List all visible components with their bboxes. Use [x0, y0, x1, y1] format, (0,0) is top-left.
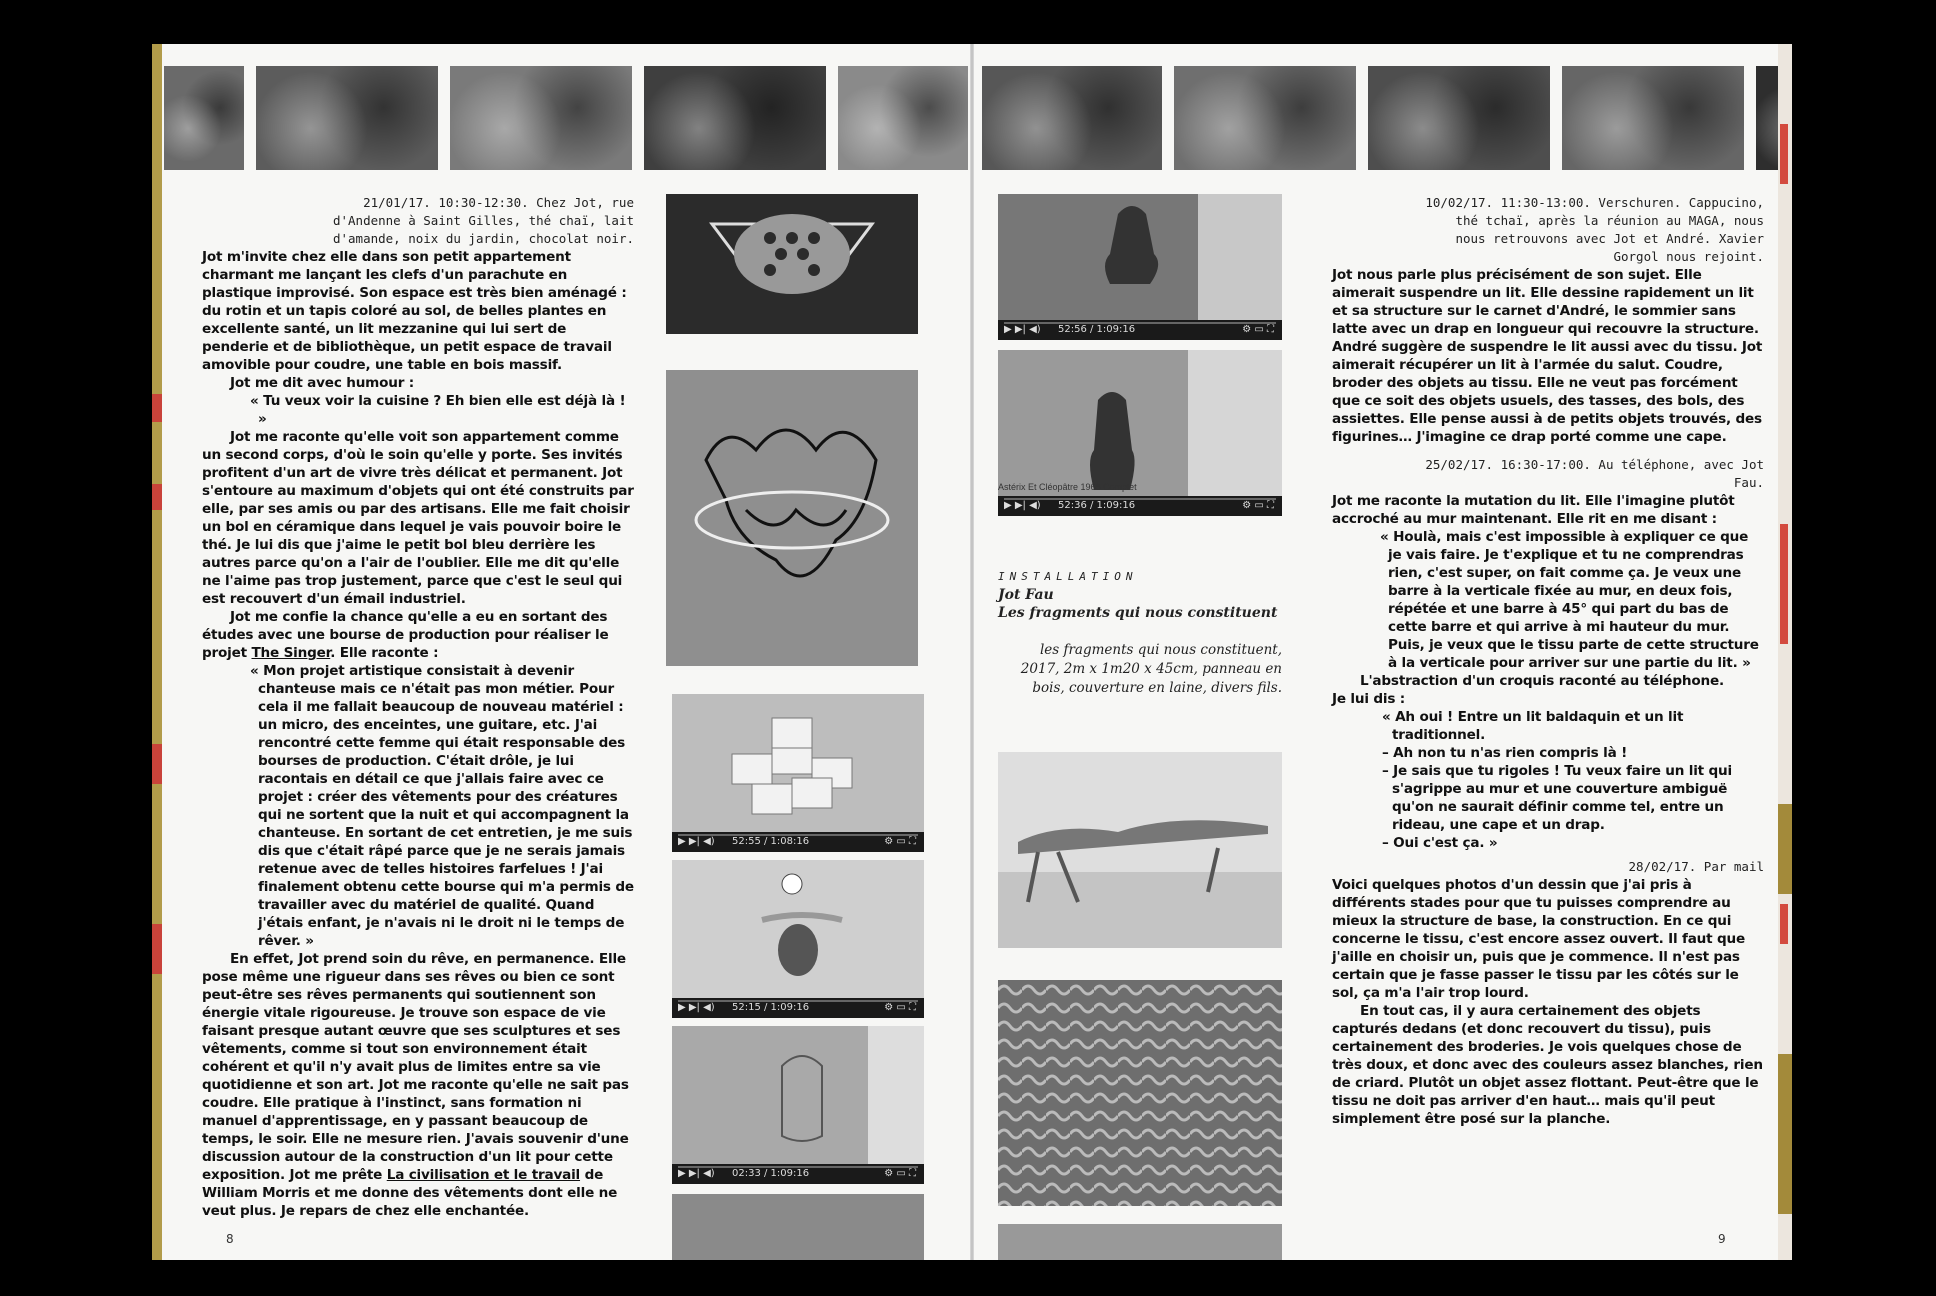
video-player-bar[interactable]: ▶ ▶| ◀) 52:56 / 1:09:16 ⚙ ▭ ⛶: [998, 320, 1282, 340]
cartoon-character: [672, 860, 924, 998]
video-still-partial: [672, 1194, 924, 1260]
right-page: [972, 44, 1792, 1260]
entry-body-3: [1332, 492, 1764, 852]
strip-photo: [1174, 66, 1356, 170]
video-still-blocks: [672, 694, 924, 852]
project-link: The Singer: [251, 645, 331, 661]
quote: « Houlà, mais c'est impossible à expliquer ce que je vais faire. Je t'explique et tu ne comprendras rien, c'est super, on fait comme ça. Je veux une barre à la verticale fixée au mur, en deux fois, répétée et une barre à 45° qui part du bas de cette barre et qui arrive à mi hauteur du mur. Puis, je veux que le tissu parte de cette structure à la verticale pour arriver sur une partie du lit. »: [1380, 529, 1759, 671]
left-page: [152, 44, 972, 1260]
photo-strip-left: [164, 66, 968, 170]
paragraph: Jot m'invite chez elle dans son petit appartement charmant me lançant les clefs d'un parachute en plastique improvisé. Son espace est très bien aménagé : du rotin et un tapis coloré au sol, de belles plantes en excellente santé, un lit mezzanine qui lui sert de penderie et de bibliothèque, un petit espace de travail amovible pour coudre, une table en bois massif.: [202, 249, 627, 373]
video-player-bar[interactable]: ▶ ▶| ◀) 52:36 / 1:09:16 ⚙ ▭ ⛶: [998, 496, 1282, 516]
strip-photo: [164, 66, 244, 170]
strip-photo: [256, 66, 438, 170]
wool-texture: [998, 980, 1282, 1206]
strip-photo: [982, 66, 1162, 170]
paragraph: Voici quelques photos d'un dessin que j'ai pris à différents stades pour que tu puisses comprendre au mieux la structure de base, la construction. En ce qui concerne le tissu, c'est encore assez ouvert. Il faut que j'aille en choisir un, puis que je commence. Il n'est pas certain que je fasse passer le tissu par les côtés sur le sol, ça m'a l'air trop lourd.: [1332, 877, 1746, 1001]
book-link: La civilisation et le travail: [386, 1167, 581, 1183]
paragraph: Jot me dit avec humour :: [230, 375, 415, 391]
creature-drawing: [666, 370, 918, 666]
entry-meta-2: 10/02/17. 11:30-13:00. Verschuren. Cappucino, thé tchaï, après la réunion au MAGA, nous nous retrouvons avec Jot et André. Xavier Gorgol nous rejoint.: [1425, 195, 1764, 264]
paragraph: Jot me confie la chance qu'elle a eu en sortant des études avec une bourse de production pour réaliser le projet The Singer. Elle raconte :: [202, 609, 609, 661]
dialog-line: – Ah non tu n'as rien compris là !: [1382, 745, 1628, 761]
left-text-column: [202, 194, 634, 1220]
right-edge-bleed: [1778, 44, 1792, 1260]
strip-photo: [1562, 66, 1744, 170]
stacked-blocks: [672, 694, 924, 832]
photo-strip-right: [982, 66, 1792, 170]
installation-label: INSTALLATION: [998, 570, 1138, 583]
page-number-right: 9: [1718, 1232, 1726, 1246]
installation-photo-partial: [998, 1224, 1282, 1260]
entry-meta-3: 25/02/17. 16:30-17:00. Au téléphone, avec Jot Fau.: [1425, 457, 1764, 490]
wool-blanket-photo: [998, 980, 1282, 1206]
magazine-spread: [152, 44, 1792, 1260]
paragraph: L'abstraction d'un croquis raconté au téléphone.: [1360, 673, 1724, 689]
paragraph: Jot me raconte la mutation du lit. Elle l'imagine plutôt accroché au mur maintenant. Elle rit en me disant :: [1332, 493, 1735, 527]
dialog-line: – Oui c'est ça. »: [1382, 835, 1498, 851]
video-caption: Astérix Et Cléopâtre 1968 Complet: [998, 482, 1137, 492]
paragraph: Je lui dis :: [1332, 691, 1405, 707]
strip-photo: [838, 66, 968, 170]
dialog-line: « Ah oui ! Entre un lit baldaquin et un lit traditionnel.: [1382, 709, 1684, 743]
strip-photo: [644, 66, 826, 170]
paragraph: Jot me raconte qu'elle voit son appartement comme un second corps, d'où le soin qu'elle y porte. Ses invités profitent d'un art de vivre très délicat et permanent. Jot s'entoure au maximum d'objets qui ont été construits par elle, par ses amis ou par des artisans. Elle me fait choisir un bol en céramique dans lequel je vais pouvoir boire le thé. Je lui dis que j'aime le petit bol bleu derrière les autres parce qu'on a l'air de l'oublier. Elle me dit qu'elle ne l'aime pas trop justement, parce que c'est le seul qui est recouvert d'un émail industriel.: [202, 429, 634, 607]
video-player-bar[interactable]: ▶ ▶| ◀) 02:33 / 1:09:16 ⚙ ▭ ⛶: [672, 1164, 924, 1184]
drawing-photo: [666, 370, 918, 666]
strip-photo: [450, 66, 632, 170]
ghost-figure: [672, 1026, 924, 1164]
left-edge-bleed: [152, 44, 162, 1260]
installation-block: [998, 570, 1282, 698]
quote: « Tu veux voir la cuisine ? Eh bien elle est déjà là ! »: [250, 393, 626, 427]
lattice-sculpture: [666, 194, 918, 334]
right-text-column: [1332, 194, 1764, 1128]
entry-meta-1: 21/01/17. 10:30-12:30. Chez Jot, rue d'Andenne à Saint Gilles, thé chaï, lait d'amande, noix du jardin, chocolat noir.: [332, 195, 634, 246]
strip-photo: [1368, 66, 1550, 170]
video-still-figure: [672, 1026, 924, 1184]
sculpture-photo: [666, 194, 918, 334]
video-player-bar[interactable]: ▶ ▶| ◀) 52:55 / 1:08:16 ⚙ ▭ ⛶: [672, 832, 924, 852]
entry-body-4: [1332, 876, 1764, 1128]
entry-meta-4: 28/02/17. Par mail: [1628, 859, 1764, 874]
dialog-line: – Je sais que tu rigoles ! Tu veux faire un lit qui s'agrippe au mur et une couverture ambiguë qu'on ne saurait définir comme tel, entre un rideau, une cape et un drap.: [1382, 763, 1732, 833]
installation-title: Les fragments qui nous constituent: [998, 605, 1278, 621]
video-still-cartoon: [672, 860, 924, 1018]
shadow-silhouette: [998, 350, 1282, 496]
paragraph: En tout cas, il y aura certainement des objets capturés dedans (et donc recouvert du tissu), puis certainement des broderies. Je vois quelques chose de très doux, et donc avec des couleurs assez blanches, rien de criard. Plutôt un objet assez flottant. Peut-être que le tissu ne doit pas arriver d'en haut… mais qu'il peut simplement être posé sur la planche.: [1332, 1003, 1763, 1127]
quote: « Mon projet artistique consistait à devenir chanteuse mais ce n'était pas mon métier. Pour cela il me fallait beaucoup de nouveau matériel : un micro, des enceintes, une guitare, etc. J'ai rencontré cette femme qui était responsable des bourses de production. C'était drôle, je lui racontais en détail ce que j'allais faire avec ce projet : créer des vêtements pour des créatures qui ne sortent que la nuit et qui accompagnent la chanteuse. En sortant de cet entretien, je me suis dis que c'était râpé parce que je ne serais jamais retenue avec de telles histoires farfelues ! J'ai finalement obtenu cette bourse qui m'a permis de travailler avec du matériel de qualité. Quand j'étais enfant, je n'avais ni le droit ni le temps de rêver. »: [250, 663, 634, 949]
paragraph: En effet, Jot prend soin du rêve, en permanence. Elle pose même une rigueur dans ses rêves ou bien ce sont peut-être ses rêves permanents qui soutiennent son énergie vitale rigoureuse. Je trouve son espace de vie faisant presque autant œuvre que ses sculptures et ses vêtements, comme si tout son environnement était cohérent et qu'il n'y avait plus de limites entre sa vie quotidienne et son art. Jot me raconte qu'elle ne sait pas coudre. Elle pratique à l'instinct, sans formation ni manuel d'apprentissage, en y passant beaucoup de temps, le soir. Elle ne mesure rien. J'avais souvenir d'une discussion autour de la construction d'un lit pour cette exposition. Jot me prête La civilisation et le travail de William Morris et me donne des vêtements dont elle ne veut plus. Je repars de chez elle enchantée.: [202, 951, 629, 1219]
bed-installation: [998, 752, 1282, 948]
installation-description: les fragments qui nous constituent, 2017, 2m x 1m20 x 45cm, panneau en bois, couverture en laine, divers fils.: [1020, 642, 1282, 696]
video-player-bar[interactable]: ▶ ▶| ◀) 52:15 / 1:09:16 ⚙ ▭ ⛶: [672, 998, 924, 1018]
entry-body-2: [1332, 266, 1764, 446]
video-still-shadow-1: [998, 194, 1282, 340]
entry-body-1: [202, 248, 634, 1220]
paragraph: Jot nous parle plus précisément de son sujet. Elle aimerait suspendre un lit. Elle dessine rapidement un lit et sa structure sur le carnet d'André, le sommier sans latte avec un drap en longueur qui recouvre la structure. André suggère de suspendre le lit aussi avec du tissu. Jot aimerait récupérer un lit à l'armée du salut. Coudre, broder des objets au tissu. Elle ne veut pas forcément que ce soit des objets usuels, des tasses, des bols, des assiettes. Elle pense aussi à de petits objets trouvés, des figurines… J'imagine ce drap porté comme une cape.: [1332, 267, 1763, 445]
page-number-left: 8: [226, 1232, 234, 1246]
shadow-silhouette: [998, 194, 1282, 320]
installation-artist: Jot Fau: [998, 587, 1054, 603]
installation-photo-bed: [998, 752, 1282, 948]
